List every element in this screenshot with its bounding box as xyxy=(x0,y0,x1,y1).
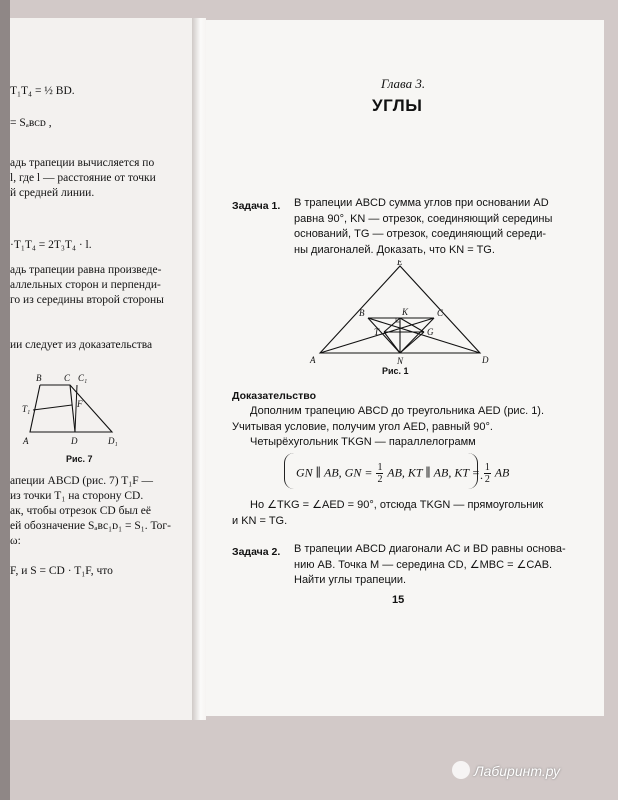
task-1-line: равна 90°, KN — отрезок, соединяющий середины xyxy=(294,212,553,225)
left-line: аллельных сторон и перпенди- xyxy=(10,279,161,291)
conclusion-text xyxy=(232,498,543,529)
fig1-label: B xyxy=(359,308,365,318)
page-number: 15 xyxy=(392,594,405,606)
formula-end-period: . xyxy=(480,468,483,482)
formula-part: AB xyxy=(494,465,510,480)
formula-part: GN ∥ AB, GN = xyxy=(296,465,373,480)
fig1-label: T xyxy=(374,327,380,337)
figure-1 xyxy=(306,260,496,372)
left-line: ей обозначение Sₐʙc₁ᴅ₁ = S₁. Тог- xyxy=(10,520,171,532)
task-2-line: В трапеции ABCD диагонали AC и BD равны основа- xyxy=(294,543,566,555)
task-2-text xyxy=(294,542,566,589)
fraction xyxy=(484,462,491,485)
fig7-label: C₁ xyxy=(78,373,88,383)
fig1-label: G xyxy=(427,327,434,337)
fig7-label: D xyxy=(71,436,78,446)
left-line: й средней линии. xyxy=(10,187,95,199)
book-edge-left xyxy=(0,0,10,800)
task-2-line: нию AB. Точка M — середина CD, ∠MBC = ∠CAB. xyxy=(294,558,553,571)
fraction-denominator: 2 xyxy=(484,474,490,485)
fig1-label: D xyxy=(482,355,489,365)
chapter-heading: Глава 3. xyxy=(381,76,426,91)
left-line: ак, чтобы отрезок CD был её xyxy=(10,505,151,517)
fraction-numerator: 1 xyxy=(484,462,490,473)
chapter-title: УГЛЫ xyxy=(372,96,423,115)
fraction xyxy=(376,462,383,485)
left-line: F, и S = CD · T₁F, что xyxy=(10,565,113,577)
task-1-text xyxy=(294,196,552,258)
proof-line: Четырёхугольник TKGN — параллелограмм xyxy=(250,436,476,448)
watermark-text: Лабиринт.ру xyxy=(474,763,561,779)
watermark-logo xyxy=(452,761,470,779)
fig7-label: T₁ xyxy=(22,404,31,414)
conclusion-line: и KN = TG. xyxy=(232,514,288,527)
left-line: адь трапеции вычисляется по xyxy=(10,157,155,169)
task-2-line: Найти углы трапеции. xyxy=(294,574,407,586)
figure-7 xyxy=(20,370,140,450)
figure-1-caption: Рис. 1 xyxy=(382,366,409,376)
proof-line: Учитывая условие, получим угол AED, равный 90°. xyxy=(232,420,493,433)
left-line: ии следует из доказательства xyxy=(10,339,153,351)
left-line: = Sₐʙᴄᴅ , xyxy=(10,117,52,129)
fig7-label: D₁ xyxy=(108,436,118,446)
task-1-line: В трапеции ABCD сумма углов при основании AD xyxy=(294,197,549,209)
proof-text xyxy=(232,404,544,451)
task-1-line: оснований, TG — отрезок, соединяющий середи- xyxy=(294,228,547,240)
fig1-label: K xyxy=(402,307,409,317)
right-page xyxy=(206,20,604,716)
fig7-label: B xyxy=(36,373,42,383)
fig1-label: N xyxy=(397,356,404,366)
left-line: из точки T₁ на сторону CD. xyxy=(10,490,144,502)
fig1-label: A xyxy=(310,355,316,365)
figure-7-caption: Рис. 7 xyxy=(66,454,93,464)
left-line: адь трапеции равна произведе- xyxy=(10,264,162,276)
task-1-line: ны диагоналей. Доказать, что KN = TG. xyxy=(294,243,495,256)
fig1-label: C xyxy=(437,308,444,318)
proof-line: Дополним трапецию ABCD до треугольника AED (рис. 1). xyxy=(250,405,545,417)
task-1-label: Задача 1. xyxy=(232,200,281,212)
formula-part: AB, KT ∥ AB, KT = xyxy=(387,465,480,480)
left-line: ω: xyxy=(10,535,21,547)
left-page xyxy=(10,18,192,720)
left-line: ·T₁T₄ = 2T₃T₄ · l. xyxy=(10,239,92,251)
left-line: апеции ABCD (рис. 7) T₁F — xyxy=(10,475,154,487)
fig7-label: C xyxy=(64,373,71,383)
left-line: l, где l — расстояние от точки xyxy=(10,172,156,184)
parallelogram-formula xyxy=(296,462,509,485)
left-line: T₁T₄ = ½ BD. xyxy=(10,85,75,97)
fig7-label: F xyxy=(77,399,83,409)
fig1-label: E xyxy=(397,260,403,267)
left-line: го из середины второй стороны xyxy=(10,294,164,306)
fraction-denominator: 2 xyxy=(377,474,383,485)
task-2-label: Задача 2. xyxy=(232,546,281,558)
conclusion-line: Но ∠TKG = ∠AED = 90°, отсюда TKGN — прямоугольник xyxy=(250,499,544,511)
book-gutter xyxy=(192,18,206,720)
fig7-label: A xyxy=(23,436,29,446)
proof-heading: Доказательство xyxy=(232,390,316,402)
fraction-numerator: 1 xyxy=(377,462,383,473)
